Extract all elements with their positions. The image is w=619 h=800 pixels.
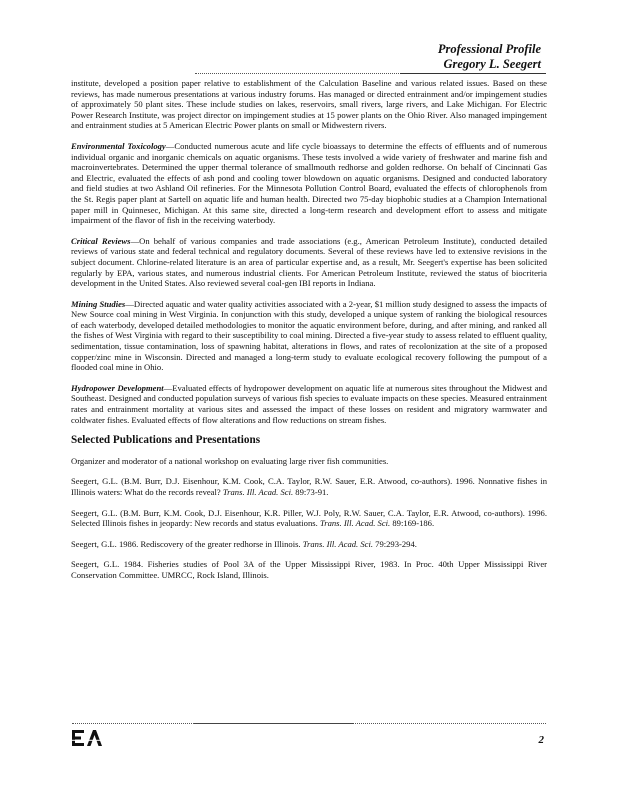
header-rule-solid xyxy=(400,73,546,74)
section-text: —Conducted numerous acute and life cycle bioassays to determine the effects of effluents and of numerous individual organic and inorganic chemicals on aquatic organisms. These tests involved a wide variety of freshwater and marine fish and macroinvertebrates. Determined the upper thermal tolerance of smallmouth redhorse and golden redhorse. On behalf of Cincinnati Gas and Electric, evaluated the effects of ash pond and cooling tower blowdown on aquatic organisms. Designed and conducted laboratory and field studies at two Ashland Oil refineries. For the Minnesota Pollution Control Board, evaluated the effects of chlorophenols from the St. Regis paper plant at Sartell on aquatic life and human health. Directed two 75-day biophobic studies at a Champion International paper mill in Quinnesec, Michigan. At this same site, directed a long-term research and development effort to assess and mitigate impairment of the flavor of fish in the receiving waterbody. xyxy=(71,140,548,226)
publications-heading: Selected Publications and Presentations xyxy=(71,434,261,447)
publication-item xyxy=(71,476,547,497)
header-title: Professional Profile xyxy=(437,42,541,56)
publication-pages: 89:73-91. xyxy=(295,487,329,497)
section-text: —On behalf of various companies and trade associations (e.g., American Petroleum Institute), conducted detailed reviews of various state and federal technical and regulatory documents. Several of these reviews have led to extensive revisions in the subject document. Chlorine-related literature is an area of particular expertise and, as a result, Mr. Seegert's expertise has been solicited regularly by EPA, various states, and numerous industrial clients. For American Petroleum Institute, reviewed the status of biocriteria development in the United States. Also reviewed several coal-gen IBI reports in Indiana. xyxy=(71,235,547,289)
footer-rule-solid xyxy=(194,723,354,724)
section-critical-reviews xyxy=(71,236,547,289)
publication-pages: 89:169-186. xyxy=(392,518,435,529)
section-hydropower-development xyxy=(71,383,547,425)
publication-journal: Trans. Ill. Acad. Sci. xyxy=(302,538,373,549)
section-mining-studies xyxy=(71,299,547,373)
publication-item xyxy=(71,508,547,529)
publication-journal: Trans. Ill. Acad. Sci. xyxy=(222,487,294,497)
publication-pages: 79:293-294. xyxy=(375,538,417,549)
page-header xyxy=(438,42,541,72)
intro-paragraph: institute, developed a position paper relative to establishment of the Calculation Baseline and various related issues. Based on these reviews, has made numerous presentations at various industry forums. Has managed or directed entrainment and/or impingement studies of approximately 50 plant sites. These include studies on lakes, reservoirs, small rivers, large rivers, and Lake Michigan. For Electric Power Research Institute, was project director on impingement studies at 15 power plants on the Ohio River. Also managed impingement and entrainment studies at 5 American Electric Power plants on small or Midwestern rivers. xyxy=(71,78,547,131)
ea-logo-icon xyxy=(72,729,102,747)
section-environmental-toxicology xyxy=(71,141,547,226)
section-lead: Hydropower Development xyxy=(71,382,164,393)
workshop-item: Organizer and moderator of a national workshop on evaluating large river fish communities. xyxy=(71,455,389,466)
section-lead: Critical Reviews xyxy=(71,235,131,246)
section-lead: Mining Studies xyxy=(71,298,126,309)
publication-item xyxy=(71,559,547,580)
publication-text: Seegert, G.L. (B.M. Burr, K.M. Cook, D.J. Eisenhour, K.R. Piller, W.J. Poly, R.W. Sauer, C.A. Taylor, E.R. Atwood, co-authors). 1996. Selected Illinois fishes in jeopardy: New records and status evaluations. xyxy=(71,507,547,529)
publication-journal: Trans. Ill. Acad. Sci. xyxy=(319,518,391,529)
publication-text: Seegert, G.L. 1986. Rediscovery of the greater redhorse in Illinois. xyxy=(71,538,301,549)
publication-text: Seegert, G.L. (B.M. Burr, D.J. Eisenhour, K.M. Cook, C.A. Taylor, R.W. Sauer, E.R. Atwood, co-authors). 1996. Nonnative fishes in Illinois waters: What do the records reveal? xyxy=(71,476,547,497)
publication-item xyxy=(71,539,547,550)
section-text: —Directed aquatic and water quality activities associated with a 2-year, $1 million study designed to assess the impacts of New Source coal mining in West Virginia. In conjunction with this study, developed a unique system of ranking the biological resources of each waterbody, developed detailed methodologies to monitor the aquatic environment before, during, and after mining, and ranked all the fishes of West Virginia with regard to their susceptibility to coal mining. Directed a five-year study to assess related to effluent quality, sedimentation, tissue contamination, loss of spawning habitat, alterations in flows, and rates of recolonization at the site of a proposed copper/zinc mine in Wisconsin. Directed and managed a long-term study to evaluate ecological recovery following the pumpout of a flooded coal mine in Ohio. xyxy=(71,298,547,373)
header-name: Gregory L. Seegert xyxy=(443,57,541,71)
page-number: 2 xyxy=(538,734,544,746)
section-text: —Evaluated effects of hydropower development on aquatic life at numerous sites throughout the Midwest and Southeast. Designed and conducted population surveys of various fish species to evaluate impacts on these species. Measured entrainment rates and entrainment mortality at various sites and assessed the impact of these losses on resident and migratory warmwater and coldwater fishes. Evaluated effects of flow alterations and flow reductions on stream fishes. xyxy=(71,382,547,425)
section-lead: Environmental Toxicology xyxy=(71,140,166,151)
document-body xyxy=(71,78,547,591)
publication-text: Seegert, G.L. 1984. Fisheries studies of Pool 3A of the Upper Mississippi River, 1983. In Proc. 40th Upper Mississippi River Conservation Committee. UMRCC, Rock Island, Illinois. xyxy=(71,559,547,580)
